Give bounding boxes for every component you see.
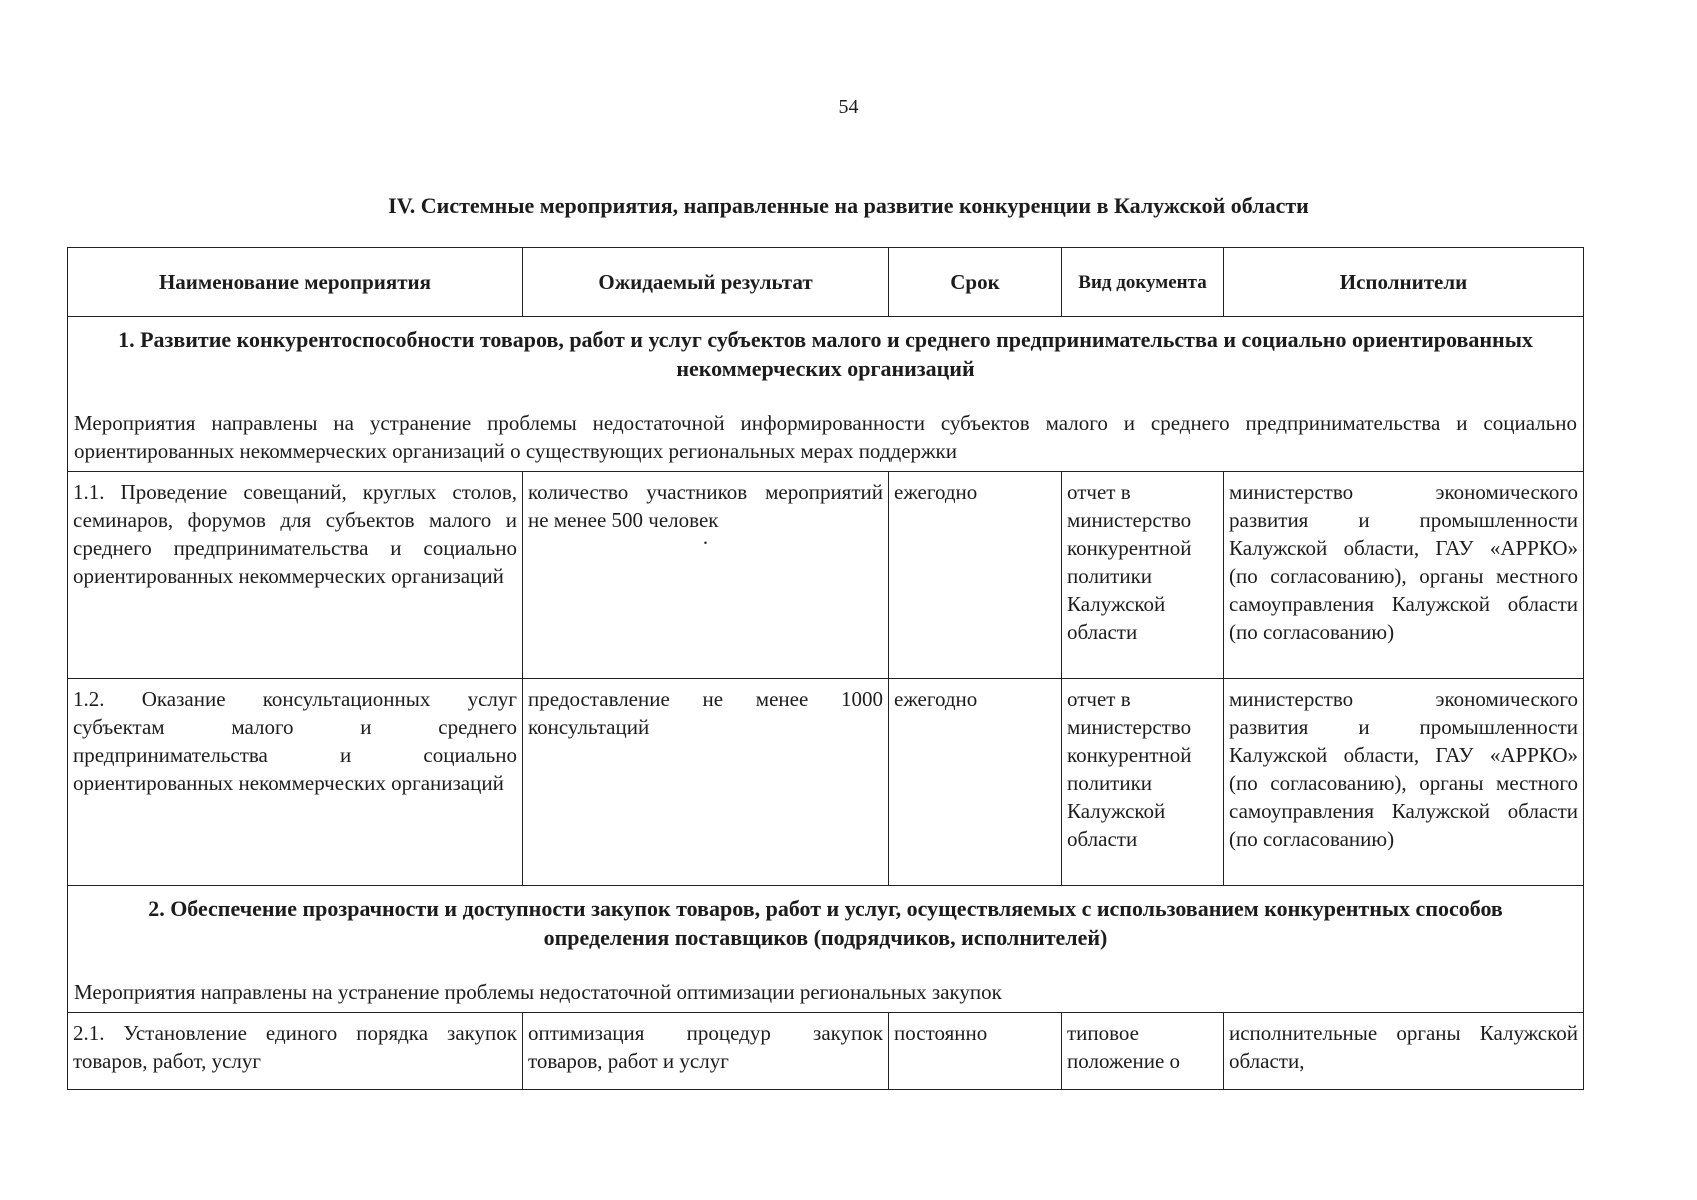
table-row: [68, 1013, 1584, 1090]
header-doc: Вид документа: [1062, 248, 1224, 317]
cell-result: предоставление не менее 1000 консультаций: [523, 679, 889, 886]
section-title: 2. Обеспечение прозрачности и доступности закупок товаров, работ и услуг, осуществляемых с использованием конкурентных способов определения поставщиков (подрядчиков, исполнителей): [148, 896, 1503, 950]
cell-term: постоянно: [889, 1013, 1062, 1090]
cell-term: ежегодно: [889, 472, 1062, 679]
stray-dot: ·: [702, 531, 709, 555]
page-number: 54: [838, 96, 859, 118]
cell-term: ежегодно: [889, 679, 1062, 886]
header-executors: Исполнители: [1224, 248, 1584, 317]
header-term: Срок: [889, 248, 1062, 317]
cell-executors: исполнительные органы Калужской области,: [1224, 1013, 1584, 1090]
cell-result: [523, 472, 889, 679]
table-header-row: [68, 248, 1584, 317]
section-note: Мероприятия направлены на устранение проблемы недостаточной оптимизации региональных закупок: [74, 980, 1002, 1004]
cell-executors: министерство экономического развития и промышленности Калужской области, ГАУ «АРРКО» (по согласованию), органы местного самоуправления Калужской области (по согласованию): [1224, 472, 1584, 679]
cell-name: 2.1. Установление единого порядка закупок товаров, работ, услуг: [68, 1013, 523, 1090]
cell-result-text: количество участников мероприятий не менее 500 человек: [528, 480, 883, 532]
page-title: IV. Системные мероприятия, направленные на развитие конкуренции в Калужской области: [388, 193, 1309, 218]
section-cell: [68, 317, 1584, 472]
cell-name: 1.1. Проведение совещаний, круглых столов, семинаров, форумов для субъектов малого и среднего предпринимательства и социально ориентированных некоммерческих организаций: [68, 472, 523, 679]
section-row: [68, 886, 1584, 1013]
table-row: [68, 679, 1584, 886]
header-name: Наименование мероприятия: [68, 248, 523, 317]
header-result: Ожидаемый результат: [523, 248, 889, 317]
cell-doc: отчет в министерство конкурентной политики Калужской области: [1062, 679, 1224, 886]
cell-executors: министерство экономического развития и промышленности Калужской области, ГАУ «АРРКО» (по согласованию), органы местного самоуправления Калужской области (по согласованию): [1224, 679, 1584, 886]
section-row: [68, 317, 1584, 472]
cell-result: оптимизация процедур закупок товаров, работ и услуг: [523, 1013, 889, 1090]
table-row: [68, 472, 1584, 679]
cell-doc: типовое положение о: [1062, 1013, 1224, 1090]
cell-doc: отчет в министерство конкурентной политики Калужской области: [1062, 472, 1224, 679]
section-note: Мероприятия направлены на устранение проблемы недостаточной информированности субъектов малого и среднего предпринимательства и социально ориентированных некоммерческих организаций о существующих региональных мерах поддержки: [74, 411, 1577, 463]
cell-name: 1.2. Оказание консультационных услуг субъектам малого и среднего предпринимательства и социально ориентированных некоммерческих организаций: [68, 679, 523, 886]
section-cell: [68, 886, 1584, 1013]
section-title: 1. Развитие конкурентоспособности товаров, работ и услуг субъектов малого и среднего предпринимательства и социально ориентированных некоммерческих организаций: [118, 327, 1533, 381]
measures-table: [67, 247, 1584, 1090]
